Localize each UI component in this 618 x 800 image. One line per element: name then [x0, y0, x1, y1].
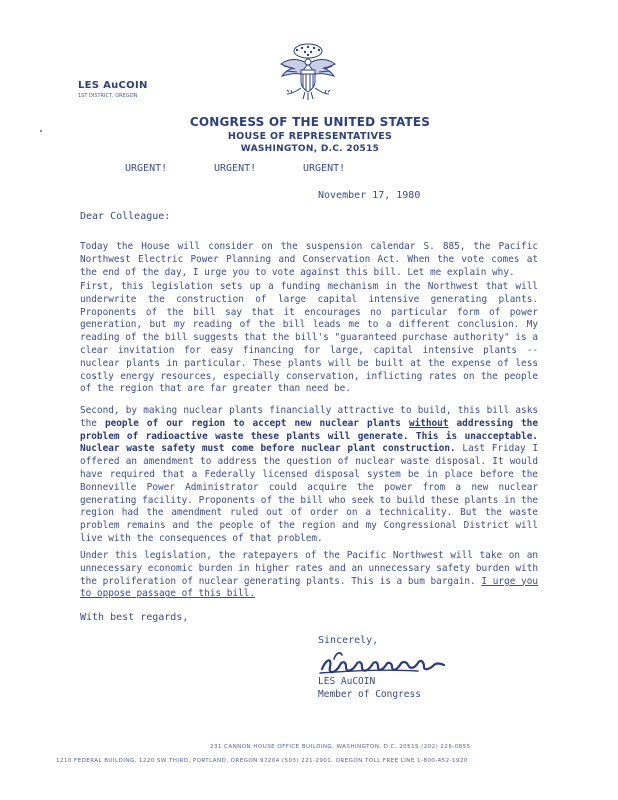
great-seal-eagle-icon: [275, 42, 341, 106]
stray-mark: [40, 130, 42, 132]
address-title: WASHINGTON, D.C. 20515: [240, 144, 380, 154]
salutation: Dear Colleague:: [80, 211, 171, 222]
letter-date: November 17, 1980: [318, 190, 421, 201]
paragraph-2: First, this legislation sets up a funding mechanism in the Northwest that will underwrite the construction of large capital intensive generating plants. Proponents of the bill say that it encourages no particular form of power generation, but my reading of the bill leads me to a different conclusion. My reading of the bill suggests that the bill's "guaranteed purchase authority" is a clear invitation for easy financing for large, capital intensive plants -- nuclear plants in particular. These plants will be built at the expense of less costly energy resources, especially conservation, inflicting rates on the people of the region that are far greater than need be.: [80, 281, 538, 395]
urgent-label-1: URGENT!: [125, 163, 168, 174]
paragraph-3-emphasis-a: people of our region to accept new nuclear plants: [105, 417, 401, 429]
sender-name: LES AuCOIN: [78, 80, 148, 91]
paragraph-3-underlined: without: [408, 417, 449, 429]
paragraph-4-call-to-action: I urge you to oppose passage of this bill.: [80, 575, 538, 600]
paragraph-3-emphasis-b: addressing the problem of radioactive waste these plants will generate. This is unacceptable. Nuclear waste safety must come before nuclear plant construction.: [80, 417, 538, 455]
letterhead-title: [175, 115, 445, 154]
paragraph-3-intro: Second, by making nuclear plants financially attractive to build, this bill asks the: [80, 405, 538, 429]
signatory-name: LES AuCOIN: [318, 676, 376, 687]
urgent-label-2: URGENT!: [214, 163, 257, 174]
paragraph-4: [80, 550, 538, 601]
signatory-block: [318, 676, 421, 701]
footer-portland-address: 1210 FEDERAL BUILDING, 1220 SW THIRD, PORTLAND, OREGON 97204 (503) 221-2901, OREGON TOLL FREE LINE 1-800-452-1920: [56, 758, 468, 764]
congress-title: CONGRESS OF THE UNITED STATES: [189, 115, 431, 129]
sender-block: [78, 80, 148, 99]
paragraph-3: [80, 405, 538, 546]
footer-dc-address: 231 CANNON HOUSE OFFICE BUILDING, WASHINGTON, D.C. 20515 (202) 225-0855: [210, 744, 471, 750]
signatory-title: Member of Congress: [318, 688, 421, 700]
closing: With best regards,: [80, 612, 189, 623]
sender-district: 1ST DISTRICT, OREGON: [78, 93, 138, 99]
paragraph-3-body: Last Friday I offered an amendment to address the question of nuclear waste disposal. It would have required that a Federally licensed disposal system be in place before the Bonneville Power Administrator could acquire the power from a new nuclear generating facility. Proponents of the bill who seek to build these plants in the region had the amendment ruled out of order on a technicality. But the waste problem remains and the people of the region and my Congressional District will live with the consequences of that problem.: [80, 443, 538, 544]
house-title: HOUSE OF REPRESENTATIVES: [227, 131, 393, 142]
sincerely-label: Sincerely,: [318, 635, 379, 646]
paragraph-4-body: Under this legislation, the ratepayers of the Pacific Northwest will take on an unnecessary economic burden in higher rates and an unnecessary safety burden with the proliferation of nuclear generating plants. This is a bum bargain.: [80, 550, 538, 587]
paragraph-1: Today the House will consider on the suspension calendar S. 885, the Pacific Northwest Electric Power Planning and Conservation Act. When the vote comes at the end of the day, I urge you to vote against this bill. Let me explain why.: [80, 241, 538, 278]
urgent-label-3: URGENT!: [303, 163, 346, 174]
